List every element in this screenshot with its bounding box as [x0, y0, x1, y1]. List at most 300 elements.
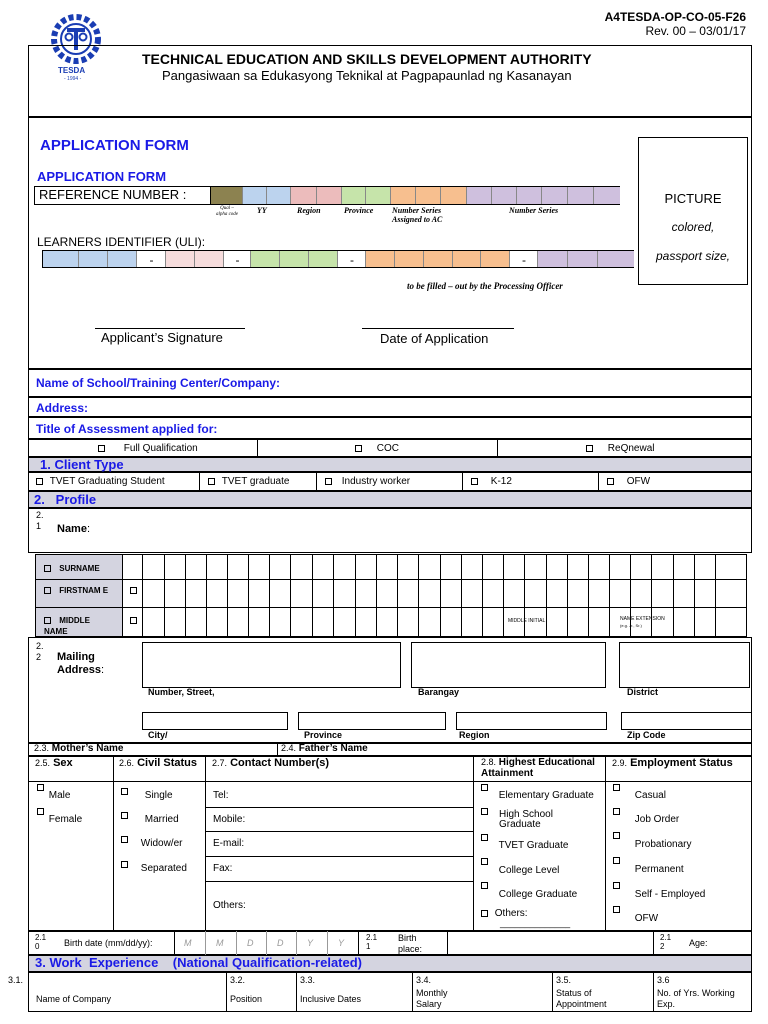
option-label: Job Order	[634, 814, 680, 825]
checkbox-icon[interactable]	[607, 478, 614, 485]
name-letter-cell[interactable]	[715, 579, 747, 607]
option-label: Self - Employed	[634, 889, 706, 900]
name-letter-cell[interactable]	[694, 554, 715, 579]
age-num: 2.1 2	[660, 933, 672, 951]
option-label: Separated	[140, 863, 187, 874]
uli-box[interactable]	[279, 251, 309, 267]
picture-line-1: colored,	[671, 220, 715, 234]
uli-box[interactable]	[452, 251, 481, 267]
ref-series-box-3[interactable]	[516, 187, 542, 204]
name-letter-cell[interactable]	[164, 607, 185, 637]
checkbox-icon[interactable]	[613, 906, 620, 913]
client-option-ofw[interactable]	[607, 476, 650, 487]
uli-dash: -	[136, 251, 166, 267]
name-letter-cell[interactable]	[290, 607, 312, 637]
name-letter-cell[interactable]	[248, 579, 269, 607]
form-code: A4TESDA-OP-CO-05-F26	[604, 10, 746, 24]
birth-place-label: Birth place:	[398, 933, 423, 954]
work-col-label: Name of Company	[36, 994, 112, 1004]
name-letter-cell[interactable]	[567, 607, 588, 637]
checkbox-icon[interactable]	[613, 857, 620, 864]
name-letter-cell[interactable]	[651, 554, 673, 579]
uli-box[interactable]	[567, 251, 598, 267]
addr-caption-zip: Zip Code	[627, 730, 666, 740]
uli-box[interactable]	[250, 251, 280, 267]
birth-place-field[interactable]	[447, 931, 653, 955]
name-letter-cell[interactable]	[546, 579, 567, 607]
option-label: Female	[48, 814, 83, 825]
name-letter-cell[interactable]	[440, 554, 461, 579]
work-col-num: 3.6	[657, 975, 670, 985]
ref-ac-box-1[interactable]	[390, 187, 416, 204]
uli-boxes[interactable]	[42, 250, 634, 268]
assessment-option-coc[interactable]	[355, 443, 399, 454]
checkbox-icon[interactable]	[481, 784, 488, 791]
employ-option-job-order[interactable]	[613, 808, 680, 825]
name-letter-cell[interactable]	[227, 554, 248, 579]
addr-caption-district: District	[627, 687, 659, 697]
name-letter-cell[interactable]	[630, 554, 651, 579]
checkbox-icon[interactable]	[44, 587, 51, 594]
name-letter-cell[interactable]	[376, 607, 397, 637]
name-letter-cell[interactable]	[482, 579, 503, 607]
option-label: Others:	[494, 908, 528, 919]
date-of-application: Date of Application	[380, 331, 489, 346]
educ-others-line[interactable]: ______________	[500, 918, 571, 928]
form-subtitle: APPLICATION FORM	[37, 169, 167, 184]
ref-ac-box-2[interactable]	[415, 187, 441, 204]
mailing-label	[57, 651, 117, 677]
name-letter-cell[interactable]	[461, 554, 482, 579]
work-col-label: Status of Appointment	[556, 988, 607, 1009]
uli-box[interactable]	[107, 251, 137, 267]
picture-title: PICTURE	[664, 191, 722, 206]
address-city-field[interactable]	[142, 712, 288, 730]
name-letter-cell[interactable]	[333, 554, 355, 579]
work-heading: 3. Work Experience (National Qualification-related)	[35, 955, 363, 970]
mailing-colon: :	[101, 664, 105, 676]
num: 2.7.	[212, 758, 228, 768]
name-letter-cell[interactable]	[440, 607, 461, 637]
ref-caption-qual: Qual – alpha code	[215, 206, 239, 217]
label-text: SURNAME	[59, 564, 100, 573]
name-letter-cell[interactable]	[524, 554, 546, 579]
assessment-option-renewal[interactable]	[586, 443, 654, 454]
name-letter-cell[interactable]	[333, 579, 355, 607]
name-letter-cell[interactable]	[694, 607, 715, 637]
name-letter-cell[interactable]	[630, 579, 651, 607]
father-name-label	[281, 743, 368, 754]
name-letter-cell[interactable]	[164, 579, 185, 607]
checkbox-icon[interactable]	[130, 617, 137, 624]
ref-yy-box-2[interactable]	[266, 187, 291, 204]
date-line	[362, 328, 514, 329]
addr-caption-city: City/	[148, 730, 168, 740]
num: 2.5.	[35, 758, 51, 768]
checkbox-icon[interactable]	[121, 861, 128, 868]
option-label: Elementary Graduate	[498, 790, 594, 801]
work-col-label: Inclusive Dates	[300, 994, 362, 1004]
name-letter-cell[interactable]	[440, 579, 461, 607]
address-barangay-field[interactable]	[411, 642, 606, 688]
name-letter-cell[interactable]	[588, 579, 609, 607]
checkbox-icon[interactable]	[37, 784, 44, 791]
option-label: TVET Graduating Student	[49, 476, 165, 487]
checkbox-icon[interactable]	[121, 812, 128, 819]
client-type-heading: 1. Client Type	[40, 457, 124, 472]
name-letter-cell[interactable]	[609, 554, 630, 579]
work-col-num: 3.1.	[8, 975, 24, 985]
name-letter-cell[interactable]	[269, 554, 290, 579]
name-letter-cell[interactable]	[206, 607, 227, 637]
sex-option-male[interactable]	[37, 784, 71, 801]
ref-region-box-2[interactable]	[316, 187, 342, 204]
assessment-option-full[interactable]	[98, 443, 198, 454]
ref-yy-box-1[interactable]	[242, 187, 267, 204]
checkbox-icon[interactable]	[586, 445, 593, 452]
client-option-industry-worker[interactable]	[325, 476, 410, 487]
num: 2.9.	[612, 758, 628, 768]
name-letter-cell[interactable]	[609, 579, 630, 607]
name-letter-cell[interactable]	[206, 554, 227, 579]
checkbox-icon[interactable]	[36, 478, 43, 485]
checkbox-icon[interactable]	[613, 808, 620, 815]
educ-option-college-level[interactable]	[481, 858, 560, 876]
educ-option-tvet[interactable]	[481, 834, 569, 851]
name-letter-cell[interactable]	[546, 554, 567, 579]
name-letter-cell[interactable]	[376, 554, 397, 579]
name-letter-cell[interactable]	[312, 554, 333, 579]
birth-date-cell[interactable]: Y	[296, 931, 327, 955]
name-letter-cell[interactable]	[333, 607, 355, 637]
name-letter-cell[interactable]	[142, 554, 164, 579]
org-name: TECHNICAL EDUCATION AND SKILLS DEVELOPMENT AUTHORITY	[142, 51, 592, 67]
name-letter-cell[interactable]	[164, 554, 185, 579]
label-text: Employment Status	[630, 757, 733, 769]
employ-option-self-employed[interactable]	[613, 882, 706, 900]
checkbox-icon[interactable]	[481, 882, 488, 889]
uli-box[interactable]	[78, 251, 108, 267]
name-letter-cell[interactable]	[588, 607, 609, 637]
contact-tel-field[interactable]: Tel:	[213, 790, 229, 801]
employ-option-probationary[interactable]	[613, 832, 692, 850]
name-letter-cell[interactable]	[269, 607, 290, 637]
name-letter-cell[interactable]	[673, 579, 694, 607]
option-label: ReQnewal	[607, 443, 655, 454]
option-label: High School Graduate	[499, 809, 553, 830]
checkbox-icon[interactable]	[44, 617, 51, 624]
address-district-field[interactable]	[619, 642, 750, 688]
option-label: Permanent	[634, 864, 684, 875]
option-label: Widow/er	[140, 838, 183, 849]
name-letter-cell[interactable]	[312, 607, 333, 637]
option-label: Male	[48, 790, 71, 801]
uli-box[interactable]	[365, 251, 395, 267]
revision: Rev. 00 – 03/01/17	[645, 24, 746, 38]
contact-mobile-field[interactable]: Mobile:	[213, 814, 246, 825]
checkbox-icon[interactable]	[208, 478, 215, 485]
name-letter-cell[interactable]	[185, 554, 206, 579]
uli-box[interactable]	[194, 251, 224, 267]
name-letter-cell[interactable]	[142, 607, 164, 637]
checkbox-icon[interactable]	[44, 565, 51, 572]
firstname-label	[44, 585, 124, 597]
client-option-tvet-graduating[interactable]	[36, 476, 165, 487]
address-label: Address:	[36, 401, 89, 415]
name-letter-cell[interactable]	[185, 579, 206, 607]
educ-option-elementary[interactable]	[481, 784, 594, 801]
ref-province-box-2[interactable]	[365, 187, 391, 204]
num: 2.4.	[281, 743, 297, 753]
checkbox-icon[interactable]	[121, 836, 128, 843]
reference-label-area	[35, 187, 210, 204]
label-text: Sex	[53, 757, 73, 769]
checkbox-icon[interactable]	[613, 784, 620, 791]
name-letter-cell[interactable]	[715, 554, 747, 579]
name-letter-cell[interactable]	[482, 607, 503, 637]
name-letter-cell[interactable]	[397, 554, 418, 579]
checkbox-icon[interactable]	[471, 478, 478, 485]
name-letter-cell[interactable]	[482, 554, 503, 579]
name-letter-cell[interactable]	[206, 579, 227, 607]
ref-caption-yy: YY	[257, 206, 267, 215]
ref-series-box-5[interactable]	[567, 187, 594, 204]
name-letter-cell[interactable]	[312, 579, 333, 607]
checkbox-icon[interactable]	[481, 834, 488, 841]
checkbox-icon[interactable]	[481, 858, 488, 865]
name-letter-cell[interactable]	[673, 554, 694, 579]
name-letter-cell[interactable]	[122, 554, 142, 579]
name-letter-cell[interactable]	[355, 607, 376, 637]
birth-date-cell[interactable]: D	[266, 931, 296, 955]
name-extension-label: NAME EXTENSION	[620, 616, 665, 622]
ref-caption-region: Region	[297, 206, 321, 215]
name-letter-cell[interactable]	[588, 554, 609, 579]
client-option-k12[interactable]	[471, 476, 512, 487]
option-label: Industry worker	[341, 476, 411, 487]
ref-series-box-2[interactable]	[491, 187, 517, 204]
ref-caption-ac: Number Series Assigned to AC	[392, 206, 443, 224]
parents-row[interactable]	[28, 743, 752, 756]
uli-box[interactable]	[165, 251, 195, 267]
work-col-label: No. of Yrs. Working Exp.	[657, 988, 735, 1009]
name-letter-cell[interactable]	[142, 579, 164, 607]
name-letter-cell[interactable]	[694, 579, 715, 607]
sex-option-female[interactable]	[37, 808, 83, 825]
name-letter-cell[interactable]	[461, 607, 482, 637]
label-text: Highest Educational Attainment	[481, 757, 595, 779]
option-label: TVET Graduate	[498, 840, 569, 851]
form-title: APPLICATION FORM	[40, 137, 189, 154]
name-letter-cell[interactable]	[673, 607, 694, 637]
name-letter-cell[interactable]	[609, 607, 630, 637]
address-street-field[interactable]	[142, 642, 401, 688]
name-letter-cell[interactable]	[630, 607, 651, 637]
birth-date-cell[interactable]: M	[184, 938, 192, 948]
logo-year: - 1994 -	[64, 76, 82, 82]
option-label: Married	[144, 814, 179, 825]
name-letter-cell[interactable]	[355, 579, 376, 607]
name-letter-cell[interactable]	[227, 607, 248, 637]
checkbox-icon[interactable]	[130, 587, 137, 594]
label-text: Civil Status	[137, 757, 197, 769]
birth-date-cell[interactable]: M	[205, 931, 236, 955]
name-letter-cell[interactable]	[651, 607, 673, 637]
name-letter-cell[interactable]	[461, 579, 482, 607]
uli-box[interactable]	[537, 251, 568, 267]
name-letter-cell[interactable]	[269, 579, 290, 607]
name-letter-cell[interactable]	[418, 579, 440, 607]
uli-box[interactable]	[394, 251, 424, 267]
civil-option-single[interactable]	[121, 788, 173, 801]
option-label: Full Qualification	[123, 443, 198, 454]
checkbox-icon[interactable]	[355, 445, 362, 452]
employ-option-ofw[interactable]	[613, 906, 659, 924]
label-text: Contact Number(s)	[230, 757, 330, 769]
birth-date-num: 2.1 0	[35, 933, 47, 951]
ref-caption-series: Number Series	[509, 206, 559, 215]
middle-initial-label: MIDDLE INITIAL	[508, 618, 546, 624]
uli-dash: -	[509, 251, 538, 267]
name-letter-cell[interactable]	[355, 554, 376, 579]
checkbox-icon[interactable]	[98, 445, 105, 452]
option-label: College Level	[498, 865, 560, 876]
mailing-label-text: Mailing Address	[57, 651, 102, 676]
checkbox-icon[interactable]	[37, 808, 44, 815]
checkbox-icon[interactable]	[613, 832, 620, 839]
checkbox-icon[interactable]	[481, 808, 488, 815]
work-table-header	[28, 972, 752, 1012]
name-letter-cell[interactable]	[503, 579, 524, 607]
option-label: Single	[144, 790, 173, 801]
address-row[interactable]	[28, 397, 752, 417]
birth-date-cell[interactable]: Y	[327, 931, 358, 955]
name-letter-cell[interactable]	[503, 554, 524, 579]
birth-place-num: 2.1 1	[366, 933, 378, 951]
name-letter-cell[interactable]	[248, 554, 269, 579]
ref-caption-province: Province	[344, 206, 374, 215]
name-letter-cell[interactable]	[524, 579, 546, 607]
contact-fax-field[interactable]: Fax:	[213, 863, 233, 874]
name-letter-cell[interactable]	[227, 579, 248, 607]
educ-option-highschool[interactable]	[481, 808, 601, 830]
name-letter-cell[interactable]	[546, 607, 567, 637]
uli-box[interactable]	[480, 251, 510, 267]
name-letter-cell[interactable]	[418, 607, 440, 637]
org-name-tagalog: Pangasiwaan sa Edukasyong Teknikal at Pagpapaunlad ng Kasanayan	[162, 68, 572, 83]
uli-box[interactable]	[43, 251, 78, 267]
option-label: Casual	[634, 790, 666, 801]
contact-email-field[interactable]: E-mail:	[213, 838, 245, 849]
surname-label	[44, 564, 100, 573]
checkbox-icon[interactable]	[613, 882, 620, 889]
address-region-field[interactable]	[456, 712, 607, 730]
uli-box[interactable]	[308, 251, 338, 267]
signature-line	[95, 328, 245, 329]
name-letter-cell[interactable]	[290, 554, 312, 579]
name-letter-cell[interactable]	[290, 579, 312, 607]
educ-option-college-graduate[interactable]	[481, 882, 578, 900]
name-letter-cell[interactable]	[567, 579, 588, 607]
option-label: TVET graduate	[221, 476, 290, 487]
civil-option-widow[interactable]	[121, 836, 183, 849]
employ-option-casual[interactable]	[613, 784, 666, 801]
work-col-label: Monthly Salary	[416, 988, 448, 1009]
ref-series-box-1[interactable]	[466, 187, 492, 204]
checkbox-icon[interactable]	[325, 478, 332, 485]
employ-option-permanent[interactable]	[613, 857, 684, 875]
name-letter-cell[interactable]	[651, 579, 673, 607]
logo-text: TESDA	[58, 66, 86, 75]
name-letter-cell[interactable]	[418, 554, 440, 579]
mother-name-label	[34, 743, 123, 754]
civil-option-separated[interactable]	[121, 861, 187, 874]
name-row	[28, 508, 752, 553]
name-letter-cell[interactable]	[567, 554, 588, 579]
civil-option-married[interactable]	[121, 812, 179, 825]
work-col-num: 3.4.	[416, 975, 432, 985]
age-label: Age:	[689, 938, 708, 948]
uli-box[interactable]	[597, 251, 634, 267]
option-label: OFW	[634, 913, 659, 924]
ref-region-box-1[interactable]	[290, 187, 317, 204]
contact-others-field[interactable]: Others:	[213, 900, 246, 911]
checkbox-icon[interactable]	[481, 910, 488, 917]
uli-box[interactable]	[423, 251, 453, 267]
middlename-label	[44, 615, 114, 637]
employ-heading	[612, 757, 733, 769]
address-province-field[interactable]	[298, 712, 446, 730]
applicant-signature: Applicant’s Signature	[101, 330, 223, 345]
name-letter-cell[interactable]	[715, 607, 747, 637]
picture-line-2: passport size,	[655, 249, 731, 263]
name-letter-cell[interactable]	[248, 607, 269, 637]
reference-number-boxes[interactable]	[34, 186, 620, 205]
option-label: College Graduate	[498, 889, 578, 900]
work-col-num: 3.2.	[230, 975, 246, 985]
ref-series-box-4[interactable]	[541, 187, 568, 204]
name-letter-cell[interactable]	[185, 607, 206, 637]
profile-heading: 2. Profile	[34, 492, 97, 507]
name-letter-cell[interactable]	[397, 607, 418, 637]
educ-heading	[481, 757, 601, 779]
client-option-tvet-graduate[interactable]	[208, 476, 289, 487]
ref-series-box-6[interactable]	[593, 187, 620, 204]
sex-heading	[35, 757, 73, 769]
ref-ac-box-3[interactable]	[440, 187, 467, 204]
option-label: OFW	[626, 476, 651, 487]
name-label-text: Name	[57, 523, 87, 535]
work-col-label: Position	[230, 994, 263, 1004]
work-col-num: 3.5.	[556, 975, 572, 985]
work-col-num: 3.3.	[300, 975, 316, 985]
ref-province-box-1[interactable]	[341, 187, 366, 204]
option-label: COC	[376, 443, 400, 454]
birth-date-cell[interactable]: D	[236, 931, 266, 955]
name-letter-cell[interactable]	[376, 579, 397, 607]
ref-qual-box[interactable]	[210, 187, 243, 204]
name-extension-hint: (e.g. Jr., Sr.)	[620, 623, 642, 628]
name-letter-cell[interactable]	[397, 579, 418, 607]
school-name-label: Name of School/Training Center/Company:	[36, 376, 281, 390]
checkbox-icon[interactable]	[121, 788, 128, 795]
assessment-label: Title of Assessment applied for:	[36, 422, 218, 436]
addr-caption-barangay: Barangay	[418, 687, 460, 697]
num: 2.3.	[34, 743, 50, 753]
name-colon: :	[86, 523, 91, 535]
address-zip-field[interactable]	[621, 712, 752, 730]
addr-caption-region: Region	[459, 730, 490, 740]
